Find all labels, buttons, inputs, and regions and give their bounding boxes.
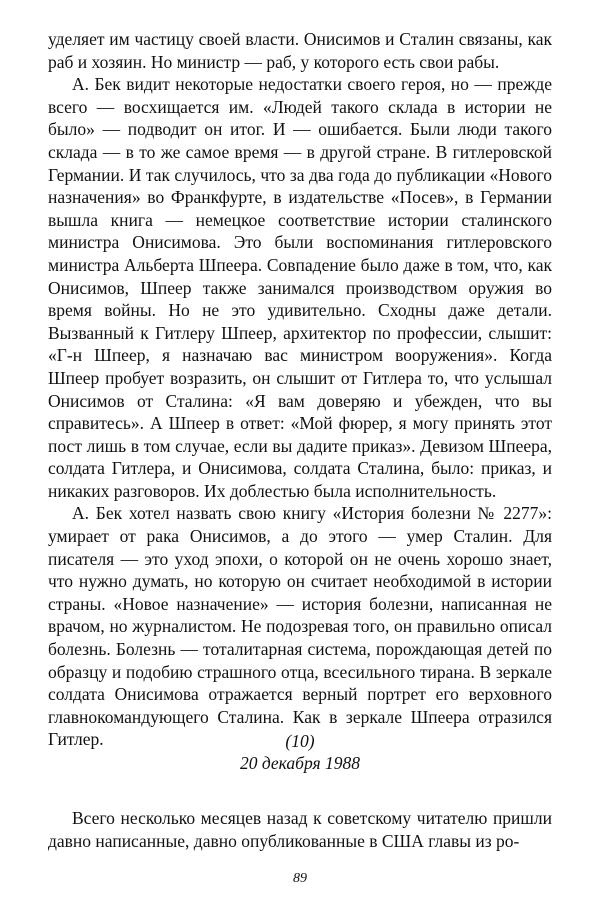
new-section-body <box>48 807 552 852</box>
paragraph-speer-comparison: А. Бек видит некоторые недостатки своего героя, но — прежде всего — восхищается им. «Людей такого склада в истории не было» — подводит он итог. И — ошибается. Были люди такого склада — в то же самое время — в другой стране. В гитлеровской Германии. И так случилось, что за два года до публикации «Нового назначения» во Франкфурте, в издательстве «Посев», в Германии вышла книга — немецкое соответствие истории сталинского министра Онисимова. Это были воспоминания гитлеровского министра Альберта Шпеера. Совпадение было даже в том, что, как Онисимов, Шпеер также занимался производством оружия во время войны. Но не это удивительно. Сходны даже детали. Вызванный к Гитлеру Шпеер, архитектор по профессии, слышит: «Г-н Шпеер, я назначаю вас министром вооружения». Когда Шпеер пробует возразить, он слышит от Гитлера то, что услышал Онисимов от Сталина: «Я вам доверяю и убежден, что вы справитесь». А Шпеер в ответ: «Мой фюрер, я могу принять этот пост лишь в том случае, если вы дадите приказ». Девизом Шпеера, солдата Гитлера, и Онисимова, солдата Сталина, было: приказ, и никаких разговоров. Их доблестью была исполнительность. <box>48 74 552 501</box>
paragraph-new-section: Всего несколько месяцев назад к советскому читателю пришли давно написанные, давно опубликованные в США главы из ро- <box>48 808 552 851</box>
paragraph-case-history: А. Бек хотел назвать свою книгу «История болезни № 2277»: умирает от рака Онисимов, а до этого — умер Сталин. Для писателя — это уход эпохи, о которой он не очень хорошо знает, что нужно думать, но которую он считает необходимой в истории страны. «Новое назначение» — история болезни, написанная не врачом, но журналистом. Не подозревая того, он правильно описал болезнь. Болезнь — тоталитарная система, порождающая детей по образцу и подобию страшного отца, всесильного тирана. В зеркале солдата Онисимова отражается верный портрет его верховного главнокомандующего Сталина. Как в зеркале Шпеера отразился Гитлер. <box>48 503 552 750</box>
book-page <box>48 28 552 908</box>
section-date: 20 декабря 1988 <box>239 753 361 773</box>
continuation-paragraph: уделяет им частицу своей власти. Онисимов и Сталин связаны, как раб и хозяин. Но министр — раб, у которого есть свои рабы. <box>48 29 552 72</box>
section-number: (10) <box>285 731 315 751</box>
section-heading <box>48 730 552 774</box>
page-number: 89 <box>293 871 307 886</box>
